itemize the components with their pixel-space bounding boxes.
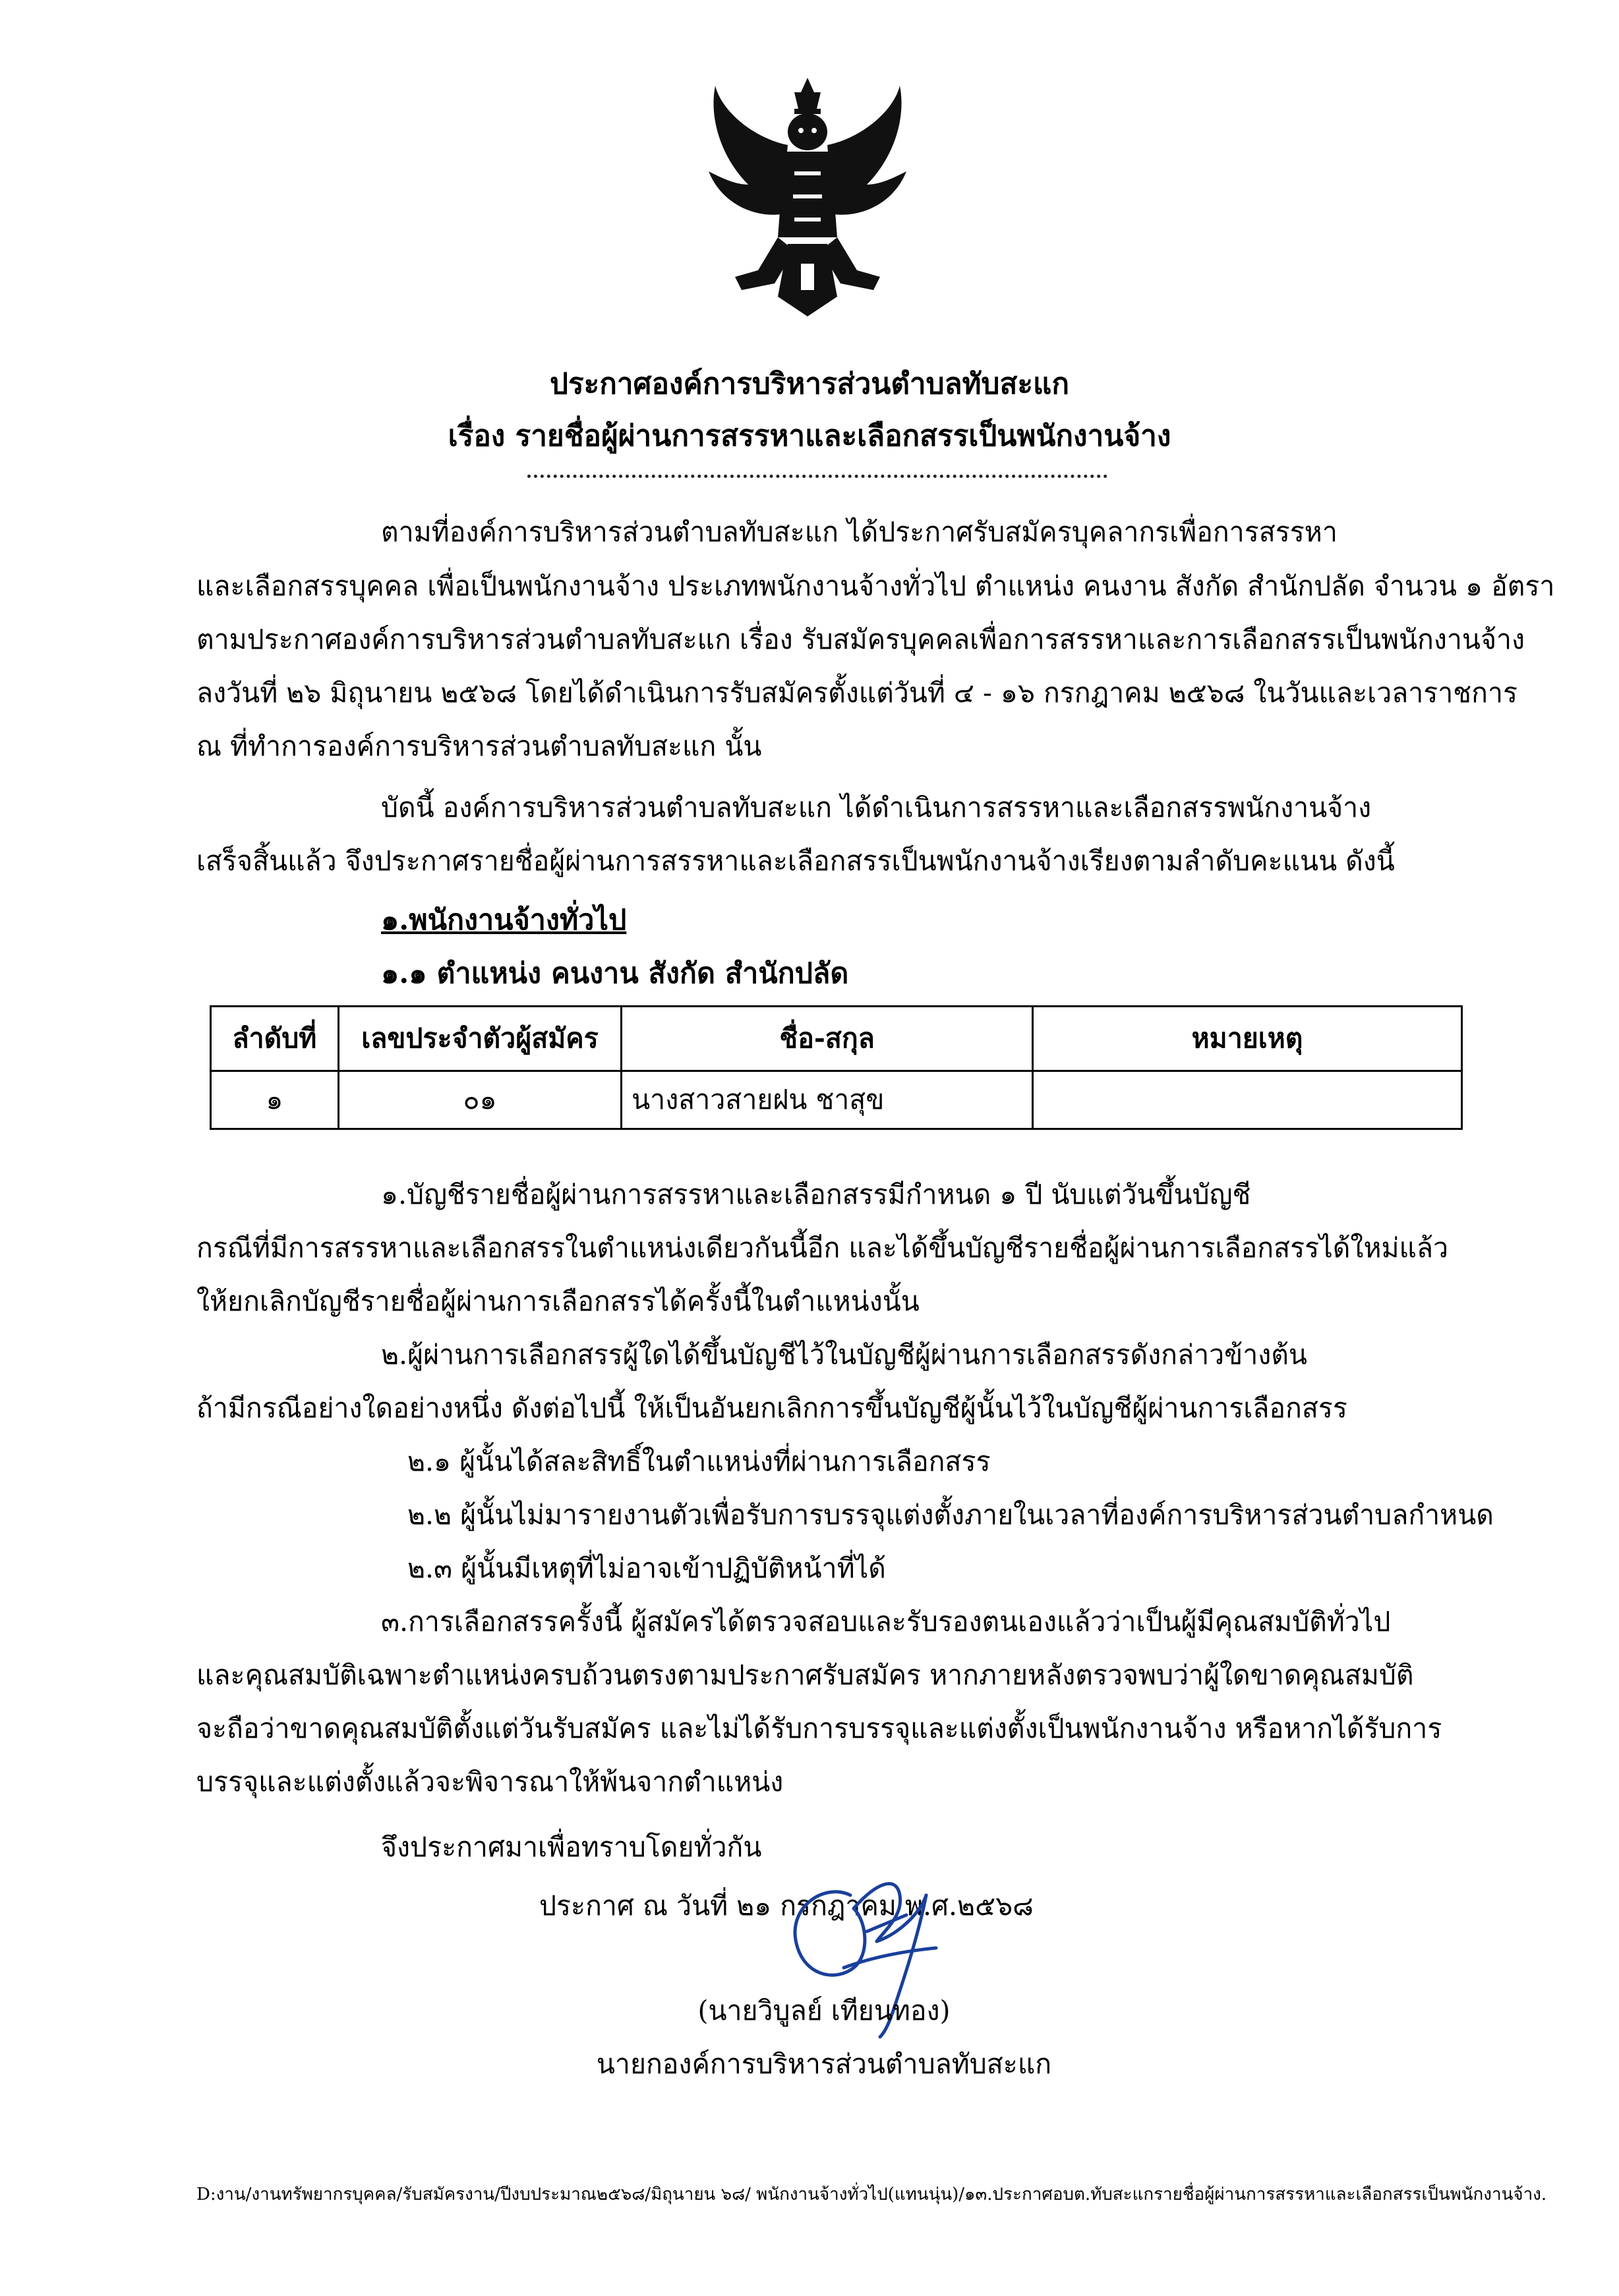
cell-order: ๑ [211,1071,339,1129]
announce-date: ประกาศ ณ วันที่ ๒๑ กรกฎาคม พ.ศ.๒๕๖๘ [539,1890,1034,1922]
cond3-line3: จะถือว่าขาดคุณสมบัติตั้งแต่วันรับสมัคร และไม่ได้รับการบรรจุและแต่งตั้งเป็นพนักงานจ้าง หรือหากได้รับการ [196,1713,1442,1744]
document-subject: เรื่อง รายชื่อผู้ผ่านการสรรหาและเลือกสรรเป็นพนักงานจ้าง [448,419,1171,453]
cond3-line4: บรรจุและแต่งตั้งแล้วจะพิจารณาให้พ้นจากตำแหน่ง [196,1766,784,1798]
table-header-row [211,1007,1462,1071]
cell-applicant-id: ๐๑ [338,1071,621,1129]
section-heading: ๑.พนักงานจ้างทั่วไป [381,904,627,937]
document-title: ประกาศองค์การบริหารส่วนตำบลทับสะแก [550,367,1069,401]
cell-remark [1033,1071,1462,1129]
para1-line5: ณ ที่ทำการองค์การบริหารส่วนตำบลทับสะแก นั้น [196,730,762,762]
para1-line2: และเลือกสรรบุคคล เพื่อเป็นพนักงานจ้าง ประเภทพนักงานจ้างทั่วไป ตำแหน่ง คนงาน สังกัด สำนักปลัด จำนวน ๑ อัตรา [196,570,1555,602]
cond3-line2: และคุณสมบัติเฉพาะตำแหน่งครบถ้วนตรงตามประกาศรับสมัคร หากภายหลังตรวจพบว่าผู้ใดขาดคุณสมบัติ [196,1659,1414,1691]
signer-name: (นายวิบูลย์ เทียนทอง) [697,1995,951,2026]
cond2-line2: ถ้ามีกรณีอย่างใดอย่างหนึ่ง ดังต่อไปนี้ ให้เป็นอันยกเลิกการขึ้นบัญชีผู้นั้นไว้ในบัญชีผู้ผ่านการเลือกสรร [196,1392,1347,1424]
para2-line1: บัดนี้ องค์การบริหารส่วนตำบลทับสะแก ได้ดำเนินการสรรหาและเลือกสรรพนักงานจ้าง [381,792,1372,823]
para1-line4: ลงวันที่ ๒๖ มิถุนายน ๒๕๖๘ โดยได้ดำเนินการรับสมัครตั้งแต่วันที่ ๔ - ๑๖ กรกฎาคม ๒๕๖๘ ในวันและเวลาราชการ [196,677,1517,709]
col-applicant-id: เลขประจำตัวผู้สมัคร [338,1007,621,1071]
para1-line1: ตามที่องค์การบริหารส่วนตำบลทับสะแก ได้ประกาศรับสมัครบุคลากรเพื่อการสรรหา [381,516,1338,548]
para2-line2: เสร็จสิ้นแล้ว จึงประกาศรายชื่อผู้ผ่านการสรรหาและเลือกสรรเป็นพนักงานจ้างเรียงตามลำดับคะแนน ดังนี้ [196,845,1395,877]
closing-announce: จึงประกาศมาเพื่อทราบโดยทั่วกัน [381,1831,762,1863]
col-remark: หมายเหตุ [1033,1007,1462,1071]
cond2-line1: ๒.ผู้ผ่านการเลือกสรรผู้ใดได้ขึ้นบัญชีไว้ในบัญชีผู้ผ่านการเลือกสรรดังกล่าวข้างต้น [381,1339,1307,1370]
col-fullname: ชื่อ-สกุล [622,1007,1033,1071]
cond2-item3: ๒.๓ ผู้นั้นมีเหตุที่ไม่อาจเข้าปฏิบัติหน้าที่ได้ [407,1552,886,1584]
signer-title: นายกองค์การบริหารส่วนตำบลทับสะแก [596,2048,1052,2080]
subsection-heading: ๑.๑ ตำแหน่ง คนงาน สังกัด สำนักปลัด [381,957,849,990]
para1-line3: ตามประกาศองค์การบริหารส่วนตำบลทับสะแก เรื่อง รับสมัครบุคคลเพื่อการสรรหาและการเลือกสรรเป็นพนักงานจ้าง [196,624,1525,655]
cell-fullname: นางสาวสายฝน ชาสุข [622,1071,1033,1129]
title-divider [527,475,1107,478]
footer-file-path: D:งาน/งานทรัพยากรบุคคล/รับสมัครงาน/ปีงบประมาณ๒๕๖๘/มิถุนายน ๖๘/ พนักงานจ้างทั่วไป(แทนนุ่น)/๑๓.ประกาศอบต.ทับสะแกรายชื่อผู้ผ่านการสรรหาและเลือกสรรเป็นพนักงานจ้าง. [196,2185,1547,2204]
cond3-line1: ๓.การเลือกสรรครั้งนี้ ผู้สมัครได้ตรวจสอบและรับรองตนเองแล้วว่าเป็นผู้มีคุณสมบัติทั่วไป [381,1606,1391,1637]
table-row [211,1071,1462,1129]
cond2-item2: ๒.๒ ผู้นั้นไม่มารายงานตัวเพื่อรับการบรรจุแต่งตั้งภายในเวลาที่องค์การบริหารส่วนตำบลกำหนด [407,1499,1494,1531]
cond1-line1: ๑.บัญชีรายชื่อผู้ผ่านการสรรหาและเลือกสรรมีกำหนด ๑ ปี นับแต่วันขึ้นบัญชี [381,1179,1251,1210]
cond2-item1: ๒.๑ ผู้นั้นได้สละสิทธิ์ในตำแหน่งที่ผ่านการเลือกสรร [407,1446,991,1477]
col-order: ลำดับที่ [211,1007,339,1071]
results-table [210,1005,1463,1130]
cond1-line3: ให้ยกเลิกบัญชีรายชื่อผู้ผ่านการเลือกสรรได้ครั้งนี้ในตำแหน่งนั้น [196,1285,920,1317]
garuda-emblem [695,73,920,323]
cond1-line2: กรณีที่มีการสรรหาและเลือกสรรในตำแหน่งเดียวกันนี้อีก และได้ขึ้นบัญชีรายชื่อผู้ผ่านการเลือกสรรได้ใหม่แล้ว [196,1232,1449,1264]
